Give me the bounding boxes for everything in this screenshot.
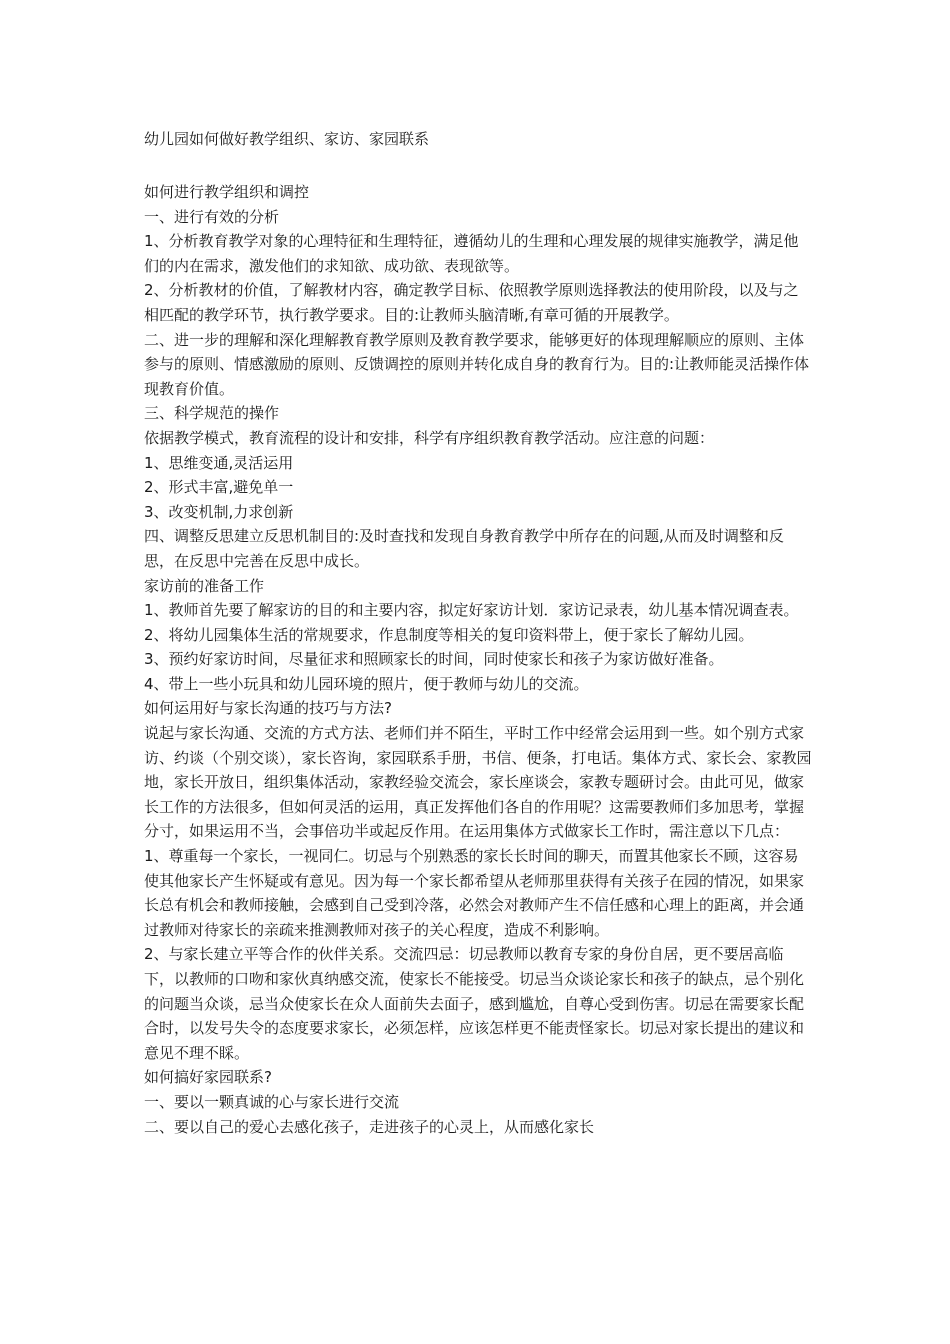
- body-paragraph: 说起与家长沟通、交流的方式方法、老师们并不陌生，平时工作中经常会运用到一些。如个别方式家访、约谈（个别交谈），家长咨询，家园联系手册，书信、便条，打电话。集体方式、家长会、家教园地，家长开放日，组织集体活动，家教经验交流会，家长座谈会，家教专题研讨会。由此可见，做家长工作的方法很多，但如何灵活的运用，真正发挥他们各自的作用呢？这需要教师们多加思考，掌握分寸，如果运用不当，会事倍功半或起反作用。在运用集体方式做家长工作时，需注意以下几点：: [144, 724, 812, 841]
- document-body: [144, 180, 812, 1139]
- section-heading: 如何进行教学组织和调控: [144, 183, 310, 201]
- list-item: 3、改变机制,力求创新: [144, 502, 294, 521]
- list-item: 1、思维变通,灵活运用: [144, 453, 294, 472]
- document-title: 幼儿园如何做好教学组织、家访、家园联系: [144, 130, 430, 148]
- section-heading: 如何搞好家园联系?: [144, 1068, 272, 1087]
- list-item: 一、要以一颗真诚的心与家长进行交流: [144, 1092, 400, 1111]
- subsection-heading: 三、科学规范的操作: [144, 404, 280, 423]
- body-paragraph: 1、分析教育教学对象的心理特征和生理特征，遵循幼儿的生理和心理发展的规律实施教学，满足他们的内在需求，激发他们的求知欲、成功欲、表现欲等。: [144, 232, 799, 275]
- list-item: 2、将幼儿园集体生活的常规要求，作息制度等相关的复印资料带上，便于家长了解幼儿园。: [144, 625, 754, 644]
- subsection-heading: 一、进行有效的分析: [144, 207, 280, 226]
- list-item: 二、要以自己的爱心去感化孩子，走进孩子的心灵上，从而感化家长: [144, 1117, 595, 1136]
- body-paragraph: 四、调整反思建立反思机制目的:及时查找和发现自身教育教学中所存在的问题,从而及时调整和反思，在反思中完善在反思中成长。: [144, 527, 784, 570]
- document-page: [144, 126, 812, 1139]
- list-item: 2、与家长建立平等合作的伙伴关系。交流四忌：切忌教师以教育专家的身份自居，更不要居高临下，以教师的口吻和家伙真纳感交流，使家长不能接受。切忌当众谈论家长和孩子的缺点，忌个别化的问题当众谈，忌当众使家长在众人面前失去面子，感到尴尬，自尊心受到伤害。切忌在需要家长配合时，以发号失令的态度要求家长，必须怎样，应该怎样更不能责怪家长。切忌对家长提出的建议和意见不理不睬。: [144, 945, 805, 1062]
- list-item: 1、尊重每一个家长，一视同仁。切忌与个别熟悉的家长长时间的聊天，而置其他家长不顾，这容易使其他家长产生怀疑或有意见。因为每一个家长都希望从老师那里获得有关孩子在园的情况，如果家长总有机会和教师接触，会感到自己受到冷落，必然会对教师产生不信任感和心理上的距离，并会通过教师对待家长的亲疏来推测教师对孩子的关心程度，造成不利影响。: [144, 847, 805, 939]
- body-paragraph: 二、进一步的理解和深化理解教育教学原则及教育教学要求，能够更好的体现理解顺应的原则、主体参与的原则、情感激励的原则、反馈调控的原则并转化成自身的教育行为。目的:让教师能灵活操作体现教育价值。: [144, 330, 810, 398]
- section-heading: 家访前的准备工作: [144, 576, 265, 595]
- list-item: 3、预约好家访时间，尽量征求和照顾家长的时间，同时使家长和孩子为家访做好准备。: [144, 650, 724, 669]
- list-item: 4、带上一些小玩具和幼儿园环境的照片，便于教师与幼儿的交流。: [144, 674, 589, 693]
- list-item: 1、教师首先要了解家访的目的和主要内容，拟定好家访计划．家访记录表，幼儿基本情况调查表。: [144, 601, 799, 620]
- body-paragraph: 依据教学模式，教育流程的设计和安排，科学有序组织教育教学活动。应注意的问题：: [144, 428, 715, 447]
- section-heading: 如何运用好与家长沟通的技巧与方法?: [144, 699, 392, 718]
- list-item: 2、形式丰富,避免单一: [144, 478, 294, 497]
- body-paragraph: 2、分析教材的价值，了解教材内容，确定教学目标、依照教学原则选择教法的使用阶段，以及与之相匹配的教学环节，执行教学要求。目的:让教师头脑清晰,有章可循的开展教学。: [144, 281, 799, 324]
